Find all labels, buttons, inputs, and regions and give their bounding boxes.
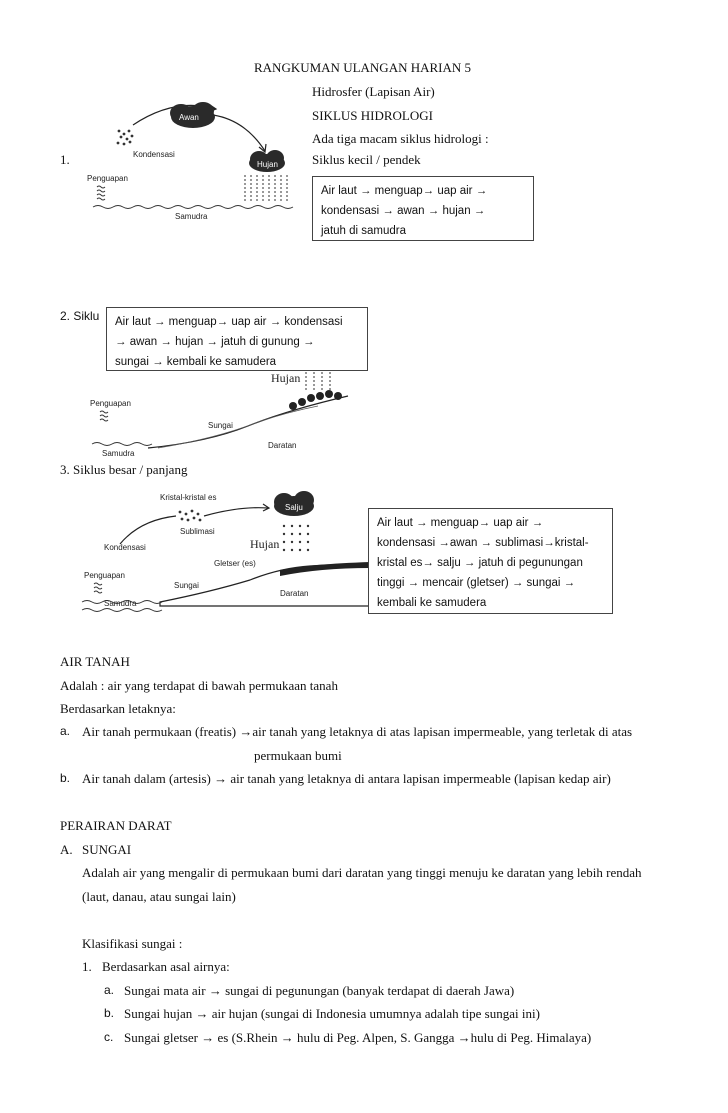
point1-marker: 1. — [82, 959, 92, 974]
air-tanah-item-b: Air tanah dalam (artesis) → air tanah yang letaknya di antara lapisan impermeable (lapisan kedap air) — [82, 771, 611, 786]
cycle3-label: 3. Siklus besar / panjang — [60, 462, 188, 477]
cycle1-title: Siklus kecil / pendek — [312, 152, 421, 167]
air-tanah-definition: Adalah : air yang terdapat di bawah permukaan tanah — [60, 678, 338, 693]
list-item-marker: c. — [104, 1030, 114, 1044]
diagram2-sungai-label: Sungai — [208, 421, 233, 430]
air-tanah-by-location: Berdasarkan letaknya: — [60, 701, 176, 716]
point1-text: Berdasarkan asal airnya: — [102, 959, 230, 974]
air-tanah-item-a: Air tanah permukaan (freatis) →air tanah yang letaknya di atas lapisan impermeable, yang terletak di atas — [82, 724, 633, 739]
diagram2-samudra-label: Samudra — [102, 449, 135, 458]
diagram1-samudra-label: Samudra — [175, 212, 208, 221]
cycle1-box-line: jatuh di samudra — [321, 225, 407, 237]
sungai-marker: A. — [60, 842, 73, 857]
cycle3-box-line: kondensasi →awan → sublimasi→kristal- — [377, 537, 589, 549]
sungai-definition-line1: Adalah air yang mengalir di permukaan bumi dari daratan yang tinggi menuju ke daratan yang lebih rendah — [82, 865, 642, 880]
cycle1-box-line: kondensasi → awan → hujan → — [321, 205, 486, 217]
diagram3-kristal-label: Kristal-kristal es — [160, 493, 217, 502]
page-title: RANGKUMAN ULANGAN HARIAN 5 — [254, 60, 472, 75]
diagram1-awan-label: Awan — [179, 113, 199, 122]
kristal-dots-icon — [179, 510, 202, 522]
rain-icon — [245, 175, 287, 203]
diagram1-kondensasi-label: Kondensasi — [133, 150, 175, 159]
sungai-heading: SUNGAI — [82, 842, 132, 857]
diagram3-samudra-label: Samudra — [104, 599, 137, 608]
air-tanah-a-marker: a. — [60, 724, 71, 738]
subtitle-siklus: SIKLUS HIDROLOGI — [312, 108, 433, 123]
cycle3-box-line: kembali ke samudera — [377, 597, 487, 609]
samudra-wave-icon — [93, 206, 293, 209]
diagram2-penguapan-label: Penguapan — [90, 399, 131, 408]
snow-dots-icon — [283, 525, 309, 551]
diagram3-salju-label: Salju — [285, 503, 303, 512]
intro-text: Ada tiga macam siklus hidrologi : — [312, 131, 489, 146]
penguapan-wave-icon — [100, 411, 108, 421]
samudra-wave-icon — [92, 443, 152, 446]
diagram2-hujan-label: Hujan — [271, 371, 301, 385]
diagram3-sungai-label: Sungai — [174, 581, 199, 590]
sungai-definition-line2: (laut, danau, atau sungai lain) — [82, 889, 236, 904]
cycle1-explanation-box — [312, 176, 534, 241]
penguapan-wave-icon — [94, 583, 102, 593]
diagram3-penguapan-label: Penguapan — [84, 571, 125, 580]
cycle3-box-line: Air laut → menguap→ uap air → — [377, 517, 544, 529]
list-item-marker: b. — [104, 1006, 115, 1020]
cycle3-box-line: tinggi → mencair (gletser) → sungai → — [377, 577, 576, 589]
diagram3-gletser-label: Gletser (es) — [214, 559, 256, 568]
air-tanah-item-a-cont: permukaan bumi — [254, 748, 342, 763]
list-item: Sungai hujan → air hujan (sungai di Indonesia umumnya adalah tipe sungai ini) — [124, 1006, 540, 1021]
diagram1-penguapan-label: Penguapan — [87, 174, 128, 183]
diagram3-kondensasi-label: Kondensasi — [104, 543, 146, 552]
cycle2-box-line: → awan → hujan → jatuh di gunung → — [115, 336, 315, 348]
list-item: Sungai mata air → sungai di pegunungan (banyak terdapat di daerah Jawa) — [124, 983, 515, 998]
klasifikasi-heading: Klasifikasi sungai : — [82, 936, 183, 951]
perairan-darat-heading: PERAIRAN DARAT — [60, 818, 172, 833]
cycle2-box-line: Air laut → menguap→ uap air → kondensasi — [115, 316, 343, 328]
diagram2-daratan-label: Daratan — [268, 441, 297, 450]
diagram1-hujan-label: Hujan — [257, 160, 278, 169]
trees-icon — [289, 390, 342, 410]
cycle1-box-line: Air laut → menguap→ uap air → — [321, 185, 488, 197]
list-item: Sungai gletser → es (S.Rhein → hulu di Peg. Alpen, S. Gangga →hulu di Peg. Himalaya) — [124, 1030, 592, 1045]
diagram3-daratan-label: Daratan — [280, 589, 309, 598]
diagram3-hujan-label: Hujan — [250, 537, 280, 551]
air-tanah-b-marker: b. — [60, 771, 71, 785]
cycle1-diagram — [85, 95, 315, 225]
air-tanah-heading: AIR TANAH — [60, 654, 130, 669]
cycle2-label: 2. Siklu — [60, 309, 100, 323]
cycle2-explanation-box — [106, 307, 368, 371]
cycle2-box-line: sungai → kembali ke samudera — [115, 356, 277, 368]
cycle3-box-line: kristal es→ salju → jatuh di pegunungan — [377, 557, 583, 569]
land-slope-line — [148, 396, 348, 448]
kondensasi-dots-icon — [117, 130, 134, 146]
cycle3-diagram — [80, 486, 380, 626]
cycle3-explanation-box — [368, 508, 613, 614]
cycle1-number: 1. — [60, 152, 70, 167]
penguapan-wave-icon — [97, 186, 105, 200]
list-item-marker: a. — [104, 983, 115, 997]
subtitle-hidrosfer: Hidrosfer (Lapisan Air) — [312, 84, 435, 99]
diagram3-sublimasi-label: Sublimasi — [180, 527, 215, 536]
